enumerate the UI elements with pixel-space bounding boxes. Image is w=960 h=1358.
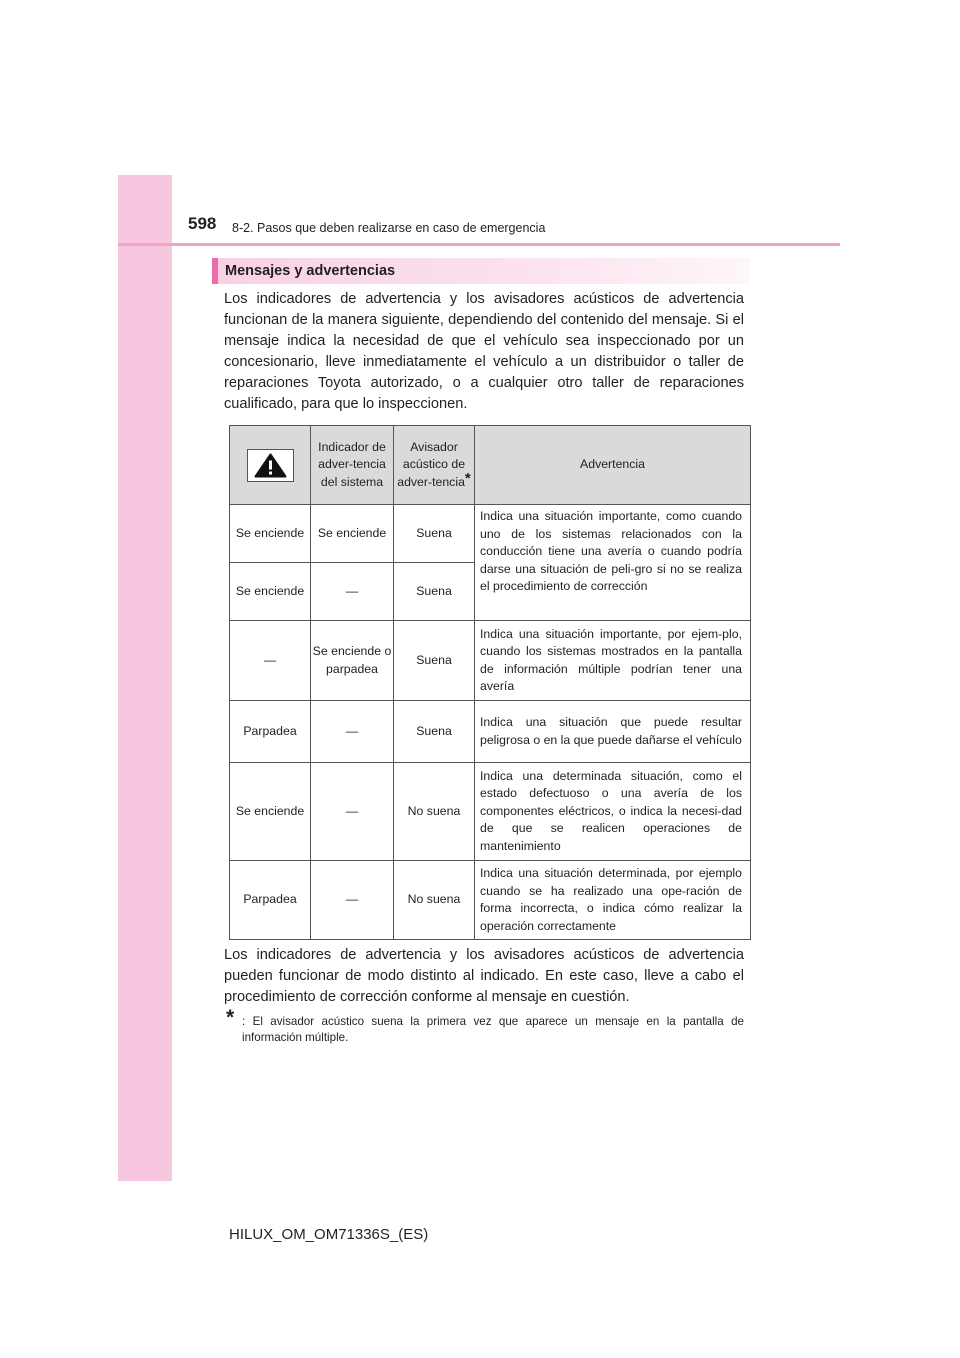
footnote (226, 1006, 744, 1046)
cell-message: Parpadea (230, 861, 311, 940)
table-row (230, 861, 751, 940)
footnote-text: : El avisador acústico suena la primera vez que aparece un mensaje en la pantalla de información múltiple. (242, 1015, 744, 1044)
cell-buzzer: Suena (394, 701, 475, 763)
table-row (230, 505, 751, 563)
cell-message: Se enciende (230, 763, 311, 861)
section-title: Mensajes y advertencias (225, 263, 396, 279)
page-number: 598 (188, 214, 217, 233)
cell-message: Se enciende (230, 505, 311, 563)
footnote-mark: * (226, 1006, 235, 1029)
cell-warning: Indica una situación que puede resultar peligrosa o en la que puede dañarse el vehículo (475, 701, 751, 763)
cell-buzzer: Suena (394, 563, 475, 621)
warning-table (229, 425, 751, 940)
header-indicator: Indicador de adver-tencia del sistema (311, 426, 394, 505)
buzzer-footnote-mark: * (464, 469, 471, 487)
cell-indicator: — (311, 701, 394, 763)
document-code: HILUX_OM_OM71336S_(ES) (229, 1226, 429, 1243)
table-header-row (230, 426, 751, 505)
table-row (230, 763, 751, 861)
section-heading-accent (212, 258, 218, 284)
section-heading-bar (212, 258, 750, 284)
cell-warning: Indica una situación importante, como cuando uno de los sistemas relacionados con la conducción tiene una avería o cuando podría darse una situación de peli-gro si no se realiza el procedimiento de corrección (475, 505, 751, 621)
header-warning: Advertencia (475, 426, 751, 505)
cell-indicator: Se enciende o parpadea (311, 621, 394, 701)
cell-indicator: — (311, 563, 394, 621)
running-header: 8-2. Pasos que deben realizarse en caso de emergencia (232, 221, 546, 235)
cell-warning: Indica una determinada situación, como el estado defectuoso o una avería de los componentes eléctricos, o indica la necesi-dad de que se realicen operaciones de mantenimiento (475, 763, 751, 861)
cell-indicator: — (311, 861, 394, 940)
after-table-paragraph: Los indicadores de advertencia y los avisadores acústicos de advertencia pueden funcionar de modo distinto al indicado. En este caso, lleve a cabo el procedimiento de corrección conforme al mensaje en cuestión. (224, 947, 744, 1005)
cell-indicator: — (311, 763, 394, 861)
intro-paragraph: Los indicadores de advertencia y los avisadores acústicos de advertencia funcionan de la manera siguiente, dependiendo del contenido del mensaje. Si el mensaje indica la necesidad de que el vehículo sea inspeccionado por un concesionario, lleve inmediatamente el vehículo a un distribuidor o taller de reparaciones Toyota autorizado, o a cualquier otro taller de reparaciones cualificado, para que lo inspeccionen. (224, 291, 744, 412)
cell-warning: Indica una situación importante, por ejem-plo, cuando los sistemas mostrados en la pantalla de información múltiple podrían tener una avería (475, 621, 751, 701)
cell-buzzer: Suena (394, 621, 475, 701)
cell-buzzer: Suena (394, 505, 475, 563)
header-message-icon-cell (230, 426, 311, 505)
cell-buzzer: No suena (394, 861, 475, 940)
chapter-side-tab (118, 175, 172, 1181)
cell-warning: Indica una situación determinada, por ejemplo cuando se ha realizado una ope-ración de forma incorrecta, o indica cómo realizar la operación correctamente (475, 861, 751, 940)
table-row (230, 621, 751, 701)
cell-indicator: Se enciende (311, 505, 394, 563)
table-row (230, 701, 751, 763)
header-rule (118, 243, 840, 246)
cell-message: — (230, 621, 311, 701)
cell-message: Parpadea (230, 701, 311, 763)
warning-triangle-icon (247, 449, 294, 482)
cell-buzzer: No suena (394, 763, 475, 861)
header-buzzer: Avisador acústico de adver-tencia* (394, 426, 475, 505)
cell-message: Se enciende (230, 563, 311, 621)
